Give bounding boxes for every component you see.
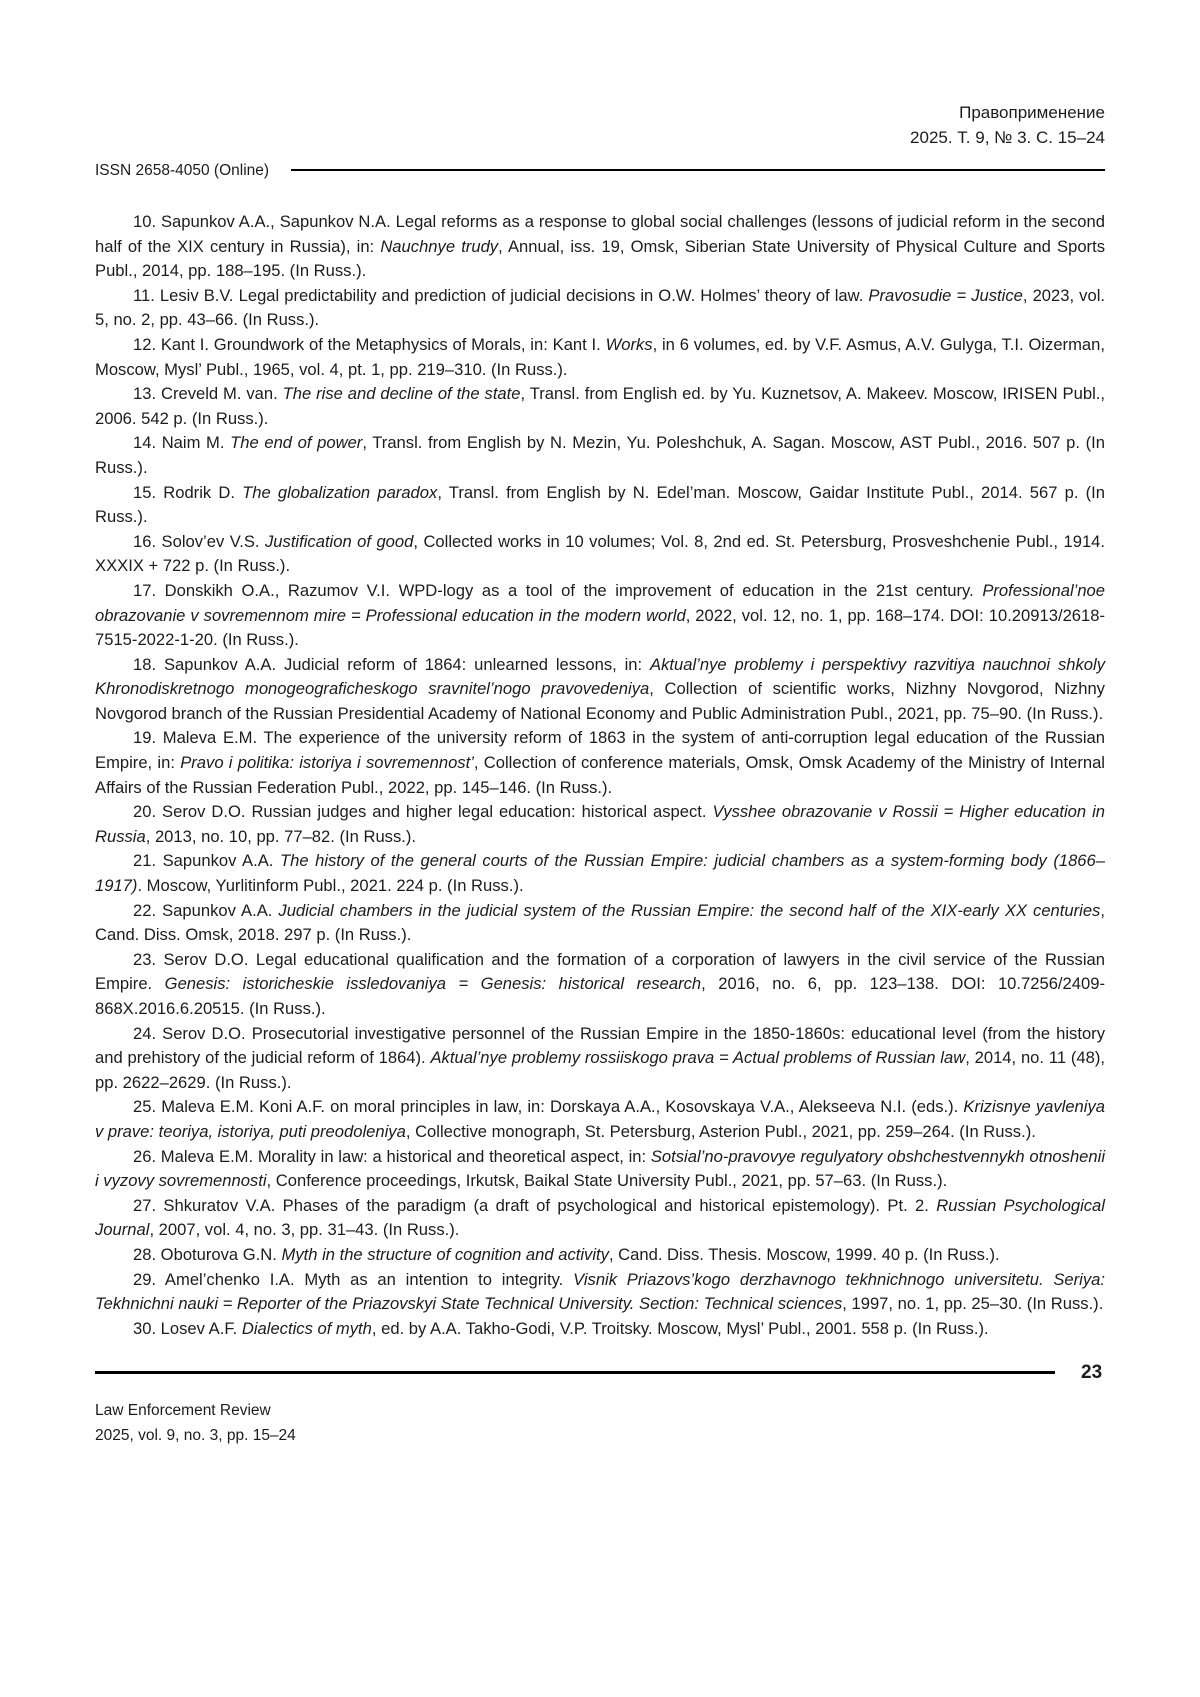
reference-source-title: Genesis: istoricheskie issledovaniya = Genesis: historical research [164,974,702,994]
reference-text: , Transl. from English by N. Mezin, Yu. Poleshchuk, A. Sagan. Moscow, AST Publ., 2016. 507 p. (In Russ.). [95,433,1105,477]
reference-text: , 2014, no. 11 (48), pp. 2622–2629. (In Russ.). [95,1048,1105,1092]
references-list [95,210,1105,1341]
reference-source-title: Russian Psychological Journal [95,1195,1105,1240]
reference-text: 20. Serov D.O. Russian judges and higher legal education: historical aspect. [133,802,713,822]
reference-item [95,1022,1105,1096]
footer-rule [95,1371,1055,1374]
issn-label: ISSN 2658-4050 (Online) [95,162,270,179]
page-header [95,100,1105,182]
reference-source-title: Visnik Priazovs’kogo derzhavnogo tekhnichnogo universitetu. Seriya: Tekhnichni nauki = Reporter of the Priazovskyi State Technical University. Section: Technical sciences [95,1269,1105,1314]
reference-item [95,530,1105,579]
reference-source-title: Works [605,334,653,354]
footer-rule-row [95,1363,1105,1382]
reference-source-title: Sotsial’no-pravovye regulyatory obshchestvennykh otnoshenii i vyzovy sovremennosti [95,1146,1106,1191]
reference-source-title: The history of the general courts of the Russian Empire: judicial chambers as a system-forming body (1866–1917) [95,851,1105,896]
reference-item [95,800,1105,849]
reference-source-title: Aktual’nye problemy rossiiskogo prava = Actual problems of Russian law [430,1048,966,1068]
reference-text: 13. Creveld M. van. [133,384,283,404]
reference-text: 24. Serov D.O. Prosecutorial investigative personnel of the Russian Empire in the 1850-1860s: educational level (from the history and prehistory of the judicial reform of 1864). [95,1023,1105,1068]
reference-item [95,1317,1105,1342]
reference-text: 25. Maleva E.M. Koni A.F. on moral principles in law, in: Dorskaya A.A., Kosovskaya V.A., Alekseeva N.I. (eds.). [133,1097,964,1117]
reference-text: , Collective monograph, St. Petersburg, Asterion Publ., 2021, pp. 259–264. (In Russ.). [405,1121,1036,1141]
reference-item [95,1268,1105,1317]
page-footer [95,1363,1105,1448]
issue-info-en: 2025, vol. 9, no. 3, pp. 15–24 [95,1427,296,1445]
reference-item [95,210,1105,284]
reference-text: 29. Amel’chenko I.A. Myth as an intention to integrity. [133,1269,574,1289]
reference-item [95,382,1105,431]
reference-source-title: The end of power [230,433,363,453]
reference-source-title: Pravo i politika: istoriya i sovremennost’ [180,753,474,773]
reference-item [95,849,1105,898]
reference-text: , 2023, vol. 5, no. 2, pp. 43–66. (In Russ.). [95,285,1105,330]
reference-text: , Collected works in 10 volumes; Vol. 8, 2nd ed. St. Petersburg, Prosveshchenie Publ., 1914. XXXIX + 722 p. (In Russ.). [95,531,1106,576]
reference-source-title: Nauchnye trudy [380,236,499,256]
reference-text: , 2013, no. 10, pp. 77–82. (In Russ.). [145,826,417,846]
reference-source-title: The globalization paradox [242,482,438,502]
reference-text: 17. Donskikh O.A., Razumov V.I. WPD-logy as a tool of the improvement of education in the 21st century. [133,580,983,600]
reference-text: 26. Maleva E.M. Morality in law: a historical and theoretical aspect, in: [133,1146,651,1166]
reference-source-title: Myth in the structure of cognition and activity [281,1244,609,1264]
header-rule [291,169,1105,171]
reference-text: 12. Kant I. Groundwork of the Metaphysics of Morals, in: Kant I. [133,334,606,354]
reference-text: 16. Solov’ev V.S. [133,531,265,551]
reference-text: , Transl. from English ed. by Yu. Kuznetsov, A. Makeev. Moscow, IRISEN Publ., 2006. 542 p. (In Russ.). [95,384,1105,428]
reference-item [95,1145,1105,1194]
reference-text: 30. Losev A.F. [133,1318,242,1338]
reference-text: 14. Naim M. [133,433,231,453]
journal-header-block [95,100,1105,150]
reference-text: 27. Shkuratov V.A. Phases of the paradigm (a draft of psychological and historical epistemology). Pt. 2. [133,1195,937,1215]
reference-source-title: Dialectics of myth [241,1318,372,1338]
footer-meta [95,1398,1105,1448]
reference-source-title: Justification of good [265,531,414,551]
reference-text: , Conference proceedings, Irkutsk, Baikal State University Publ., 2021, pp. 57–63. (In Russ.). [266,1171,948,1191]
reference-text: , ed. by A.A. Takho-Godi, V.P. Troitsky. Moscow, Mysl’ Publ., 2001. 558 p. (In Russ.). [371,1318,989,1338]
reference-source-title: Krizisnye yavleniya v prave: teoriya, istoriya, puti preodoleniya [95,1097,1105,1141]
reference-text: , 1997, no. 1, pp. 25–30. (In Russ.). [842,1294,1104,1314]
reference-item [95,653,1105,727]
reference-item [95,726,1105,800]
reference-source-title: Judicial chambers in the judicial system of the Russian Empire: the second half of the XIX-early XX centuries [278,900,1101,920]
reference-text: 19. Maleva E.M. The experience of the university reform of 1863 in the system of anti-corruption legal education of the Russian Empire, in: [95,728,1105,773]
reference-text: , 2022, vol. 12, no. 1, pp. 168–174. DOI: 10.20913/2618-7515-2022-1-20. (In Russ.). [95,605,1106,650]
reference-item [95,481,1105,530]
reference-item [95,899,1105,948]
reference-text: , Transl. from English by N. Edel’man. Moscow, Gaidar Institute Publ., 2014. 567 p. (In Russ.). [95,482,1105,527]
reference-item [95,948,1105,1022]
reference-source-title: Pravosudie = Justice [868,285,1023,305]
reference-item [95,579,1105,653]
reference-source-title: Vysshee obrazovanie v Rossii = Higher education in Russia [95,802,1106,846]
reference-text: , 2007, vol. 4, no. 3, pp. 31–43. (In Russ.). [149,1220,460,1240]
reference-item [95,1243,1105,1268]
reference-source-title: The rise and decline of the state [282,384,521,404]
reference-text: 15. Rodrik D. [133,482,243,502]
reference-text: 22. Sapunkov A.A. [133,900,279,920]
reference-item [95,284,1105,333]
reference-text: , Collection of conference materials, Omsk, Omsk Academy of the Ministry of Internal Affairs of the Russian Federation Publ., 2022, pp. 145–146. (In Russ.). [95,753,1105,797]
journal-title-en: Law Enforcement Review [95,1402,271,1420]
reference-text: . Moscow, Yurlitinform Publ., 2021. 224 p. (In Russ.). [137,876,524,896]
reference-text: 28. Oboturova G.N. [133,1244,282,1264]
reference-text: 18. Sapunkov A.A. Judicial reform of 1864: unlearned lessons, in: [133,654,651,674]
reference-text: , 2016, no. 6, pp. 123–138. DOI: 10.7256/2409-868X.2016.6.20515. (In Russ.). [95,974,1105,1018]
reference-text: 21. Sapunkov A.A. [133,851,280,871]
reference-text: , Cand. Diss. Omsk, 2018. 297 p. (In Russ.). [95,900,1105,945]
page-number: 23 [1081,1362,1103,1384]
reference-item [95,1194,1105,1243]
issn-row [95,160,1105,182]
reference-text: 23. Serov D.O. Legal educational qualification and the formation of a corporation of lawyers in the civil service of the Russian Empire. [95,949,1105,994]
reference-source-title: Aktual’nye problemy i perspektivy razvitiya nauchnoi shkoly Khronodiskretnogo monogeograficheskogo sravnitel’nogo pravovedeniya [95,654,1106,699]
reference-text: , in 6 volumes, ed. by V.F. Asmus, A.V. Gulyga, T.I. Oizerman, Moscow, Mysl’ Publ., 1965, vol. 4, pt. 1, pp. 219–310. (In Russ.). [95,334,1105,379]
reference-source-title: Professional’noe obrazovanie v sovremennom mire = Professional education in the modern world [95,580,1105,625]
reference-text: , Collection of scientific works, Nizhny Novgorod, Nizhny Novgorod branch of the Russian Presidential Academy of National Economy and Public Administration Publ., 2021, pp. 75–90. (In Russ.). [95,679,1105,723]
reference-text: , Annual, iss. 19, Omsk, Siberian State University of Physical Culture and Sports Publ., 2014, pp. 188–195. (In Russ.). [95,236,1105,281]
reference-item [95,431,1105,480]
reference-text: 11. Lesiv B.V. Legal predictability and prediction of judicial decisions in O.W. Holmes’ theory of law. [133,285,869,305]
reference-text: , Cand. Diss. Thesis. Moscow, 1999. 40 p. (In Russ.). [608,1244,1000,1264]
issue-info-ru: 2025. Т. 9, № 3. С. 15–24 [910,128,1105,147]
journal-title-ru: Правоприменение [959,103,1105,122]
reference-text: 10. Sapunkov A.A., Sapunkov N.A. Legal reforms as a response to global social challenges (lessons of judicial reform in the second half of the XIX century in Russia), in: [95,212,1105,256]
reference-item [95,333,1105,382]
reference-item [95,1095,1105,1144]
